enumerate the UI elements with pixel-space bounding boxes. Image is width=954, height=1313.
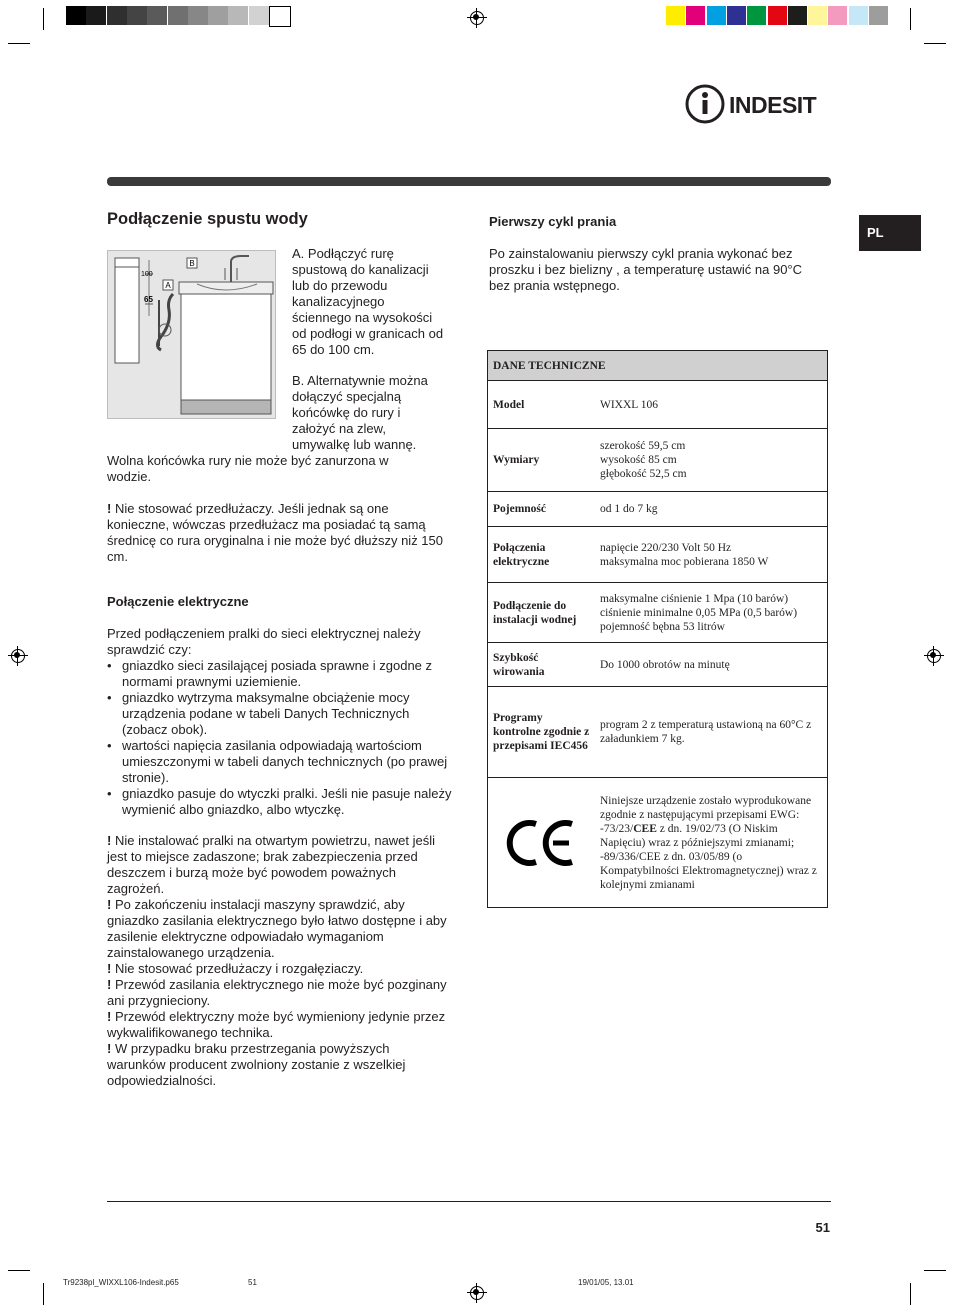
warning-icon: ! xyxy=(107,961,112,976)
color-swatch xyxy=(707,6,726,25)
electrical-title: Połączenie elektryczne xyxy=(107,594,249,609)
drain-note: Wolna końcówka rury nie może być zanurzona w wodzie. xyxy=(107,453,389,484)
spec-row xyxy=(488,429,828,492)
drain-option-b: B. Alternatywnie można dołączyć specjalną końcówkę do rury i założyć na zlew, umywalkę lub wannę. xyxy=(292,373,428,452)
spec-row xyxy=(488,643,828,687)
ce-mark-cell xyxy=(488,778,596,908)
warning-item: ! W przypadku braku przestrzegania powyższych warunków producent zwolniony zostanie z wszelkiej odpowiedzialności. xyxy=(107,1041,406,1088)
spec-value-line: napięcie 220/230 Volt 50 Hz xyxy=(600,541,732,554)
spec-key: Programy kontrolne zgodnie z przepisami IEC456 xyxy=(488,687,596,778)
ce-row xyxy=(488,778,828,908)
gray-swatch xyxy=(269,6,291,27)
warning-item: ! Przewód zasilania elektrycznego nie może być pozginany ani przygnieciony. xyxy=(107,977,447,1008)
spec-value-line: Do 1000 obrotów na minutę xyxy=(600,658,730,671)
spec-row xyxy=(488,381,828,429)
gray-swatch xyxy=(66,6,86,25)
spec-value xyxy=(595,643,828,687)
registration-mark xyxy=(8,646,28,666)
first-cycle-text: Po zainstalowaniu pierwszy cykl prania wykonać bez proszku i bez bielizny , a temperaturę ustawić na 90°C bez prania wstępnego. xyxy=(489,246,803,293)
svg-text:65: 65 xyxy=(144,295,153,304)
warning-item: ! Po zakończeniu instalacji maszyny sprawdzić, aby gniazdko zasilania elektrycznego było łatwo dostępne i aby zasilenie elektryczne odpowiadało wymaganiom zainstalowanego urządzenia. xyxy=(107,897,447,960)
svg-text:B: B xyxy=(189,259,195,268)
color-swatch xyxy=(727,6,746,25)
spec-value-line: program 2 z temperaturą ustawioną na 60°C z załadunkiem 7 kg. xyxy=(600,719,812,745)
spec-value xyxy=(595,527,828,583)
warning-item: ! Nie instalować pralki na otwartym powietrzu, nawet jeśli jest to miejsce zadaszone; brak zabezpieczenia przed deszczem i burzą może być powodem poważnych zagrożeń. xyxy=(107,833,436,896)
svg-text:CE: CE xyxy=(505,817,507,819)
first-cycle-title: Pierwszy cykl prania xyxy=(489,214,617,229)
color-swatch xyxy=(788,6,807,25)
language-tab: PL xyxy=(859,215,921,251)
footer-divider xyxy=(107,1201,831,1202)
footer-timestamp: 19/01/05, 13.01 xyxy=(578,1278,634,1287)
color-swatch xyxy=(666,6,685,25)
checklist-item: • gniazdko wytrzyma maksymalne obciążenie mocy urządzenia podane w tabeli Danych Technicznych (zobacz obok). xyxy=(107,690,452,738)
crop-mark xyxy=(924,43,946,44)
gray-swatch xyxy=(86,6,106,25)
spec-value xyxy=(595,687,828,778)
color-swatch xyxy=(849,6,868,25)
gray-swatch xyxy=(107,6,127,25)
checklist-item: • gniazdko sieci zasilającej posiada sprawne i zgodne z normami prawnymi uziemienie. xyxy=(107,658,452,690)
electrical-intro: Przed podłączeniem pralki do sieci elektrycznej należy sprawdzić czy: xyxy=(107,626,421,657)
spec-value-line: WIXXL 106 xyxy=(600,398,659,411)
spec-value xyxy=(595,429,828,492)
drain-option-a: A. Podłączyć rurę spustową do kanalizacji lub do przewodu kanalizacyjnego ściennego na wysokości od podłogi w granicach od 65 do 100 cm. xyxy=(292,246,444,357)
gray-swatch xyxy=(228,6,248,25)
spec-value-line: pojemność bębna 53 litrów xyxy=(600,620,725,633)
gray-swatch xyxy=(249,6,269,25)
spec-row xyxy=(488,687,828,778)
spec-value-line: szerokość 59,5 cm xyxy=(600,440,686,452)
warning-icon: ! xyxy=(107,1009,112,1024)
registration-mark xyxy=(467,1283,487,1303)
indesit-logo xyxy=(685,84,835,124)
color-swatch xyxy=(747,6,766,25)
spec-value-line: maksymalne ciśnienie 1 Mpa (10 barów) xyxy=(600,592,789,605)
color-swatch xyxy=(686,6,705,25)
crop-mark xyxy=(43,8,44,30)
gray-swatch xyxy=(147,6,167,25)
table-header: DANE TECHNICZNE xyxy=(488,351,828,381)
spec-key: Podłączenie do instalacji wodnej xyxy=(488,583,596,643)
spec-key: Wymiary xyxy=(488,429,596,492)
spec-value-line: od 1 do 7 kg xyxy=(600,503,658,515)
page-number: 51 xyxy=(815,1220,830,1235)
checklist-item: • wartości napięcia zasilania odpowiadają wartościom umieszczonymi w tabeli danych technicznych (po prawej stronie). xyxy=(107,738,452,786)
color-swatch xyxy=(828,6,847,25)
crop-mark xyxy=(924,1270,946,1271)
warning-item: ! Nie stosować przedłużaczy i rozgałęziaczy. xyxy=(107,961,364,976)
section-title: Podłączenie spustu wody xyxy=(107,210,308,228)
warning-icon: ! xyxy=(107,897,112,912)
footer-file: Tr9238pl_WIXXL106-Indesit.p65 xyxy=(63,1278,179,1287)
gray-swatch xyxy=(188,6,208,25)
spec-row xyxy=(488,527,828,583)
color-swatch xyxy=(768,6,787,25)
spec-value-line: głębokość 52,5 cm xyxy=(600,468,687,480)
gray-swatch xyxy=(127,6,147,25)
warning-icon: ! xyxy=(107,977,112,992)
brand-name: INDESIT xyxy=(729,92,817,118)
spec-row xyxy=(488,583,828,643)
electrical-checklist xyxy=(107,658,452,818)
spec-value xyxy=(595,381,828,429)
checklist-item: • gniazdko pasuje do wtyczki pralki. Jeśli nie pasuje należy wymienić albo gniazdko, albo wtyczkę. xyxy=(107,786,452,818)
color-swatch xyxy=(869,6,888,25)
crop-mark xyxy=(8,1270,30,1271)
spec-row xyxy=(488,492,828,527)
spec-value xyxy=(595,583,828,643)
registration-mark xyxy=(467,8,487,28)
gray-swatch xyxy=(208,6,228,25)
header-divider xyxy=(107,177,831,186)
drain-figure xyxy=(107,250,276,419)
svg-text:100: 100 xyxy=(141,271,153,278)
color-swatch xyxy=(808,6,827,25)
crop-mark xyxy=(910,8,911,30)
footer-page: 51 xyxy=(248,1278,257,1287)
technical-data-table xyxy=(487,350,828,908)
spec-key: Model xyxy=(488,381,596,429)
spec-value-line: wysokość 85 cm xyxy=(600,454,677,466)
ce-mark-icon xyxy=(505,818,577,868)
warning-icon: ! xyxy=(107,1041,112,1056)
ce-text: Niniejsze urządzenie zostało wyprodukowane zgodnie z następującymi przepisami EWG: -73/23/CEE z dn. 19/02/73 (O Niskim Napięciu) wraz z późniejszymi zmianami; -89/336/CEE z dn. 03/05/89 (o Kompatybilności Elektromagnetycznej) wraz z kolejnymi zmianami xyxy=(595,778,828,908)
svg-text:A: A xyxy=(165,281,171,290)
crop-mark xyxy=(910,1283,911,1305)
crop-mark xyxy=(8,43,30,44)
spec-key: Szybkość wirowania xyxy=(488,643,596,687)
gray-swatch xyxy=(168,6,188,25)
warning-icon: ! xyxy=(107,833,112,848)
warning-icon: ! xyxy=(107,501,112,516)
spec-key: Pojemność xyxy=(488,492,596,527)
spec-key: Połączenia elektryczne xyxy=(488,527,596,583)
spec-value-line: ciśnienie minimalne 0,05 MPa (0,5 barów) xyxy=(600,606,798,619)
spec-value-line: maksymalna moc pobierana 1850 W xyxy=(600,555,769,568)
warning-item: ! Przewód elektryczny może być wymieniony jedynie przez wykwalifikowanego technika. xyxy=(107,1009,446,1040)
safety-warnings xyxy=(107,833,447,1089)
crop-mark xyxy=(43,1283,44,1305)
spec-value xyxy=(595,492,828,527)
registration-mark xyxy=(924,646,944,666)
extension-warning: ! Nie stosować przedłużaczy. Jeśli jednak są one konieczne, wówczas przedłużacz ma posiadać tą samą średnicę co rura oryginalna i nie może być dłuższy niż 150 cm. xyxy=(107,501,444,564)
